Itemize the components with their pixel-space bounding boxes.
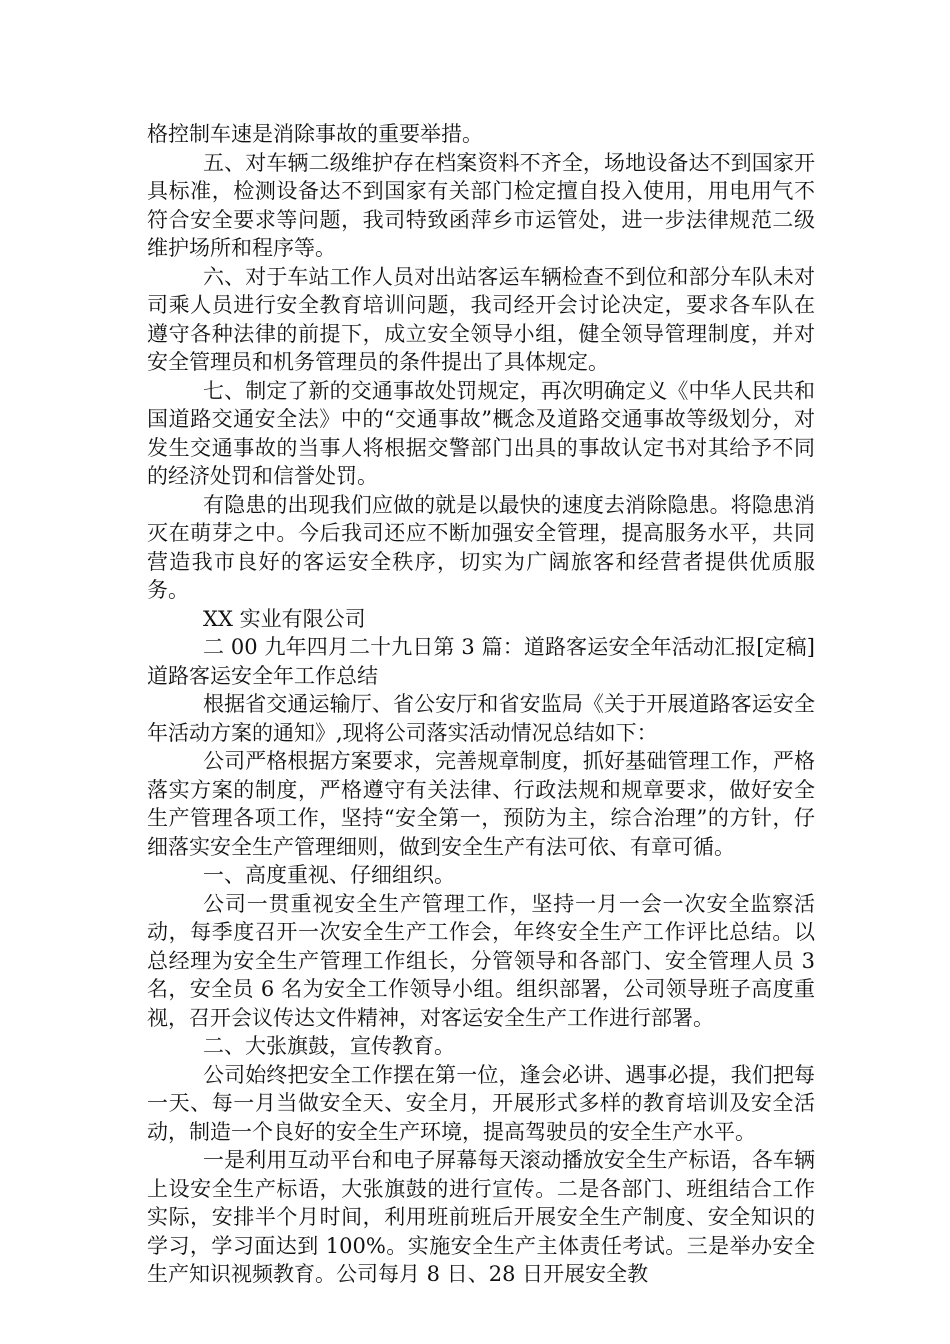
- paragraph-organization: 公司一贯重视安全生产管理工作，坚持一月一会一次安全监察活动，每季度召开一次安全生产工作会，年终安全生产工作评比总结。以总经理为安全生产管理工作组长，分管领导和各部门、安全管理人员 3 名，安全员 6 名为安全工作领导小组。组织部署，公司领导班子高度重视，召开会议传达文件精神，对客运安全生产工作进行部署。: [147, 891, 815, 1030]
- paragraph-introduction: 根据省交通运输厅、省公安厅和省安监局《关于开展道路客运安全年活动方案的通知》,现将公司落实活动情况总结如下：: [147, 692, 815, 745]
- paragraph-education: 公司始终把安全工作摆在第一位，逢会必讲、遇事必提，我们把每一天、每一月当做安全天、安全月，开展形式多样的教育培训及安全活动，制造一个良好的安全生产环境，提高驾驶员的安全生产水平。: [147, 1062, 815, 1144]
- paragraph-item-six: 六、对于车站工作人员对出站客运车辆检查不到位和部分车队未对司乘人员进行安全教育培训问题，我司经开会讨论决定，要求各车队在遵守各种法律的前提下，成立安全领导小组，健全领导管理制度，并对安全管理员和机务管理员的条件提出了具体规定。: [147, 264, 815, 374]
- paragraph-item-five: 五、对车辆二级维护存在档案资料不齐全，场地设备达不到国家开具标准，检测设备达不到国家有关部门检定擅自投入使用，用电用气不符合安全要求等问题，我司特致函萍乡市运管处，进一步法律规范二级维护场所和程序等。: [147, 150, 815, 260]
- paragraph-overview: 公司严格根据方案要求，完善规章制度，抓好基础管理工作，严格落实方案的制度，严格遵守有关法律、行政法规和规章要求，做好安全生产管理各项工作，坚持“安全第一，预防为主，综合治理”的方针，仔细落实安全生产管理细则，做到安全生产有法可依、有章可循。: [147, 749, 815, 859]
- date-and-section-title: 二 00 九年四月二十九日第 3 篇：道路客运安全年活动汇报[定稿]道路客运安全年工作总结: [147, 635, 815, 688]
- paragraph-item-seven: 七、制定了新的交通事故处罚规定，再次明确定义《中华人民共和国道路交通安全法》中的“交通事故”概念及道路交通事故等级划分，对发生交通事故的当事人将根据交警部门出具的事故认定书对其给予不同的经济处罚和信誉处罚。: [147, 378, 815, 488]
- paragraph-measures: 一是利用互动平台和电子屏幕每天滚动播放安全生产标语，各车辆上设安全生产标语，大张旗鼓的进行宣传。二是各部门、班组结合工作实际，安排半个月时间，利用班前班后开展安全生产制度、安全知识的学习，学习面达到 100%。实施安全生产主体责任考试。三是举办安全生产知识视频教育。公司每月 8 日、28 日开展安全教: [147, 1148, 815, 1286]
- paragraph-continuation: 格控制车速是消除事故的重要举措。: [147, 122, 483, 146]
- company-signature: XX 实业有限公司: [203, 606, 366, 631]
- document-body: [147, 120, 815, 1289]
- section-heading-two: 二、大张旗鼓，宣传教育。: [203, 1034, 455, 1058]
- section-heading-one: 一、高度重视、仔细组织。: [203, 863, 455, 887]
- paragraph-conclusion: 有隐患的出现我们应做的就是以最快的速度去消除隐患。将隐患消灭在萌芽之中。今后我司还应不断加强安全管理，提高服务水平，共同营造我市良好的客运安全秩序，切实为广阔旅客和经营者提供优质服务。: [147, 492, 815, 602]
